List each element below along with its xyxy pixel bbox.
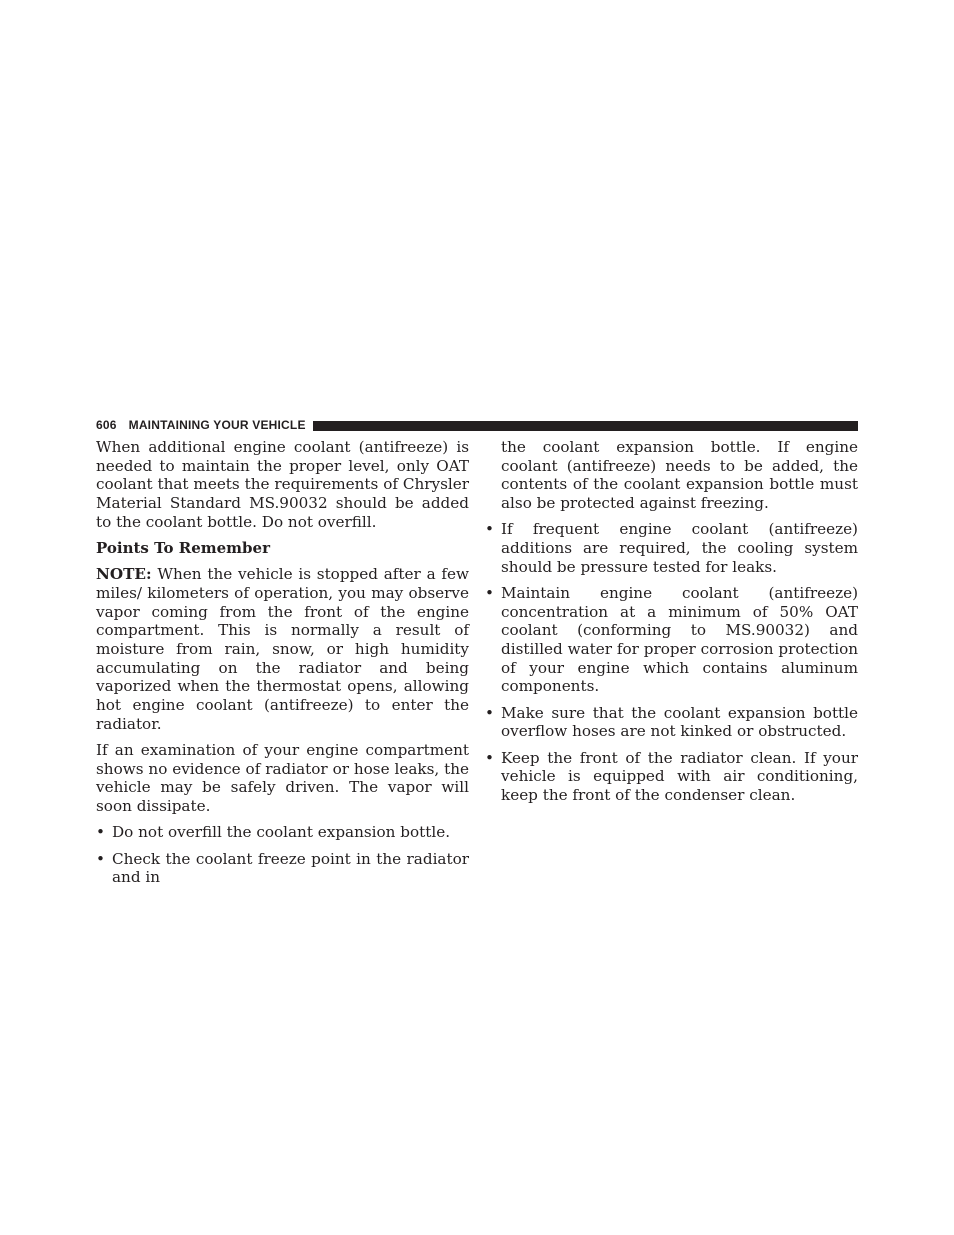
note-text: When the vehicle is stopped after a few miles/ kilometers of operation, you may observe vapor coming from the front of the engine compartment. This is normally a result of moisture from rain, snow, or high humidity accumulating on the radiator and being vaporized when the thermostat opens, allowing hot engine coolant (antifreeze) to enter the radiator. [96,565,470,733]
header-rule [313,421,858,431]
list-item [485,749,858,805]
section-title: MAINTAINING YOUR VEHICLE [128,418,306,432]
list-item-text: Make sure that the coolant expansion bottle overflow hoses are not kinked or obstructed. [501,703,858,741]
bullet-icon: • [485,520,494,539]
list-item-text: Maintain engine coolant (antifreeze) concentration at a minimum of 50% OAT coolant (conforming to MS.90032) and distilled water for proper corrosion protection of your engine which contains aluminum components. [501,583,858,696]
right-bullet-list [485,520,858,804]
bullet-icon: • [96,849,105,868]
left-column [96,438,469,894]
list-item [96,823,469,842]
note-paragraph [96,565,469,733]
bullet-icon: • [485,583,494,602]
page-number: 606 [96,418,117,432]
list-item [96,850,469,887]
bullet-icon: • [96,823,105,842]
list-item-text: Check the coolant freeze point in the radiator and in [112,849,469,887]
list-item [485,584,858,696]
note-label: NOTE: [96,565,152,584]
page-header [96,417,858,433]
points-to-remember-heading: Points To Remember [96,539,270,558]
bullet-icon: • [485,748,494,767]
list-item-text: If frequent engine coolant (antifreeze) additions are required, the cooling system should be pressure tested for leaks. [501,520,858,576]
right-column [485,438,858,812]
examination-paragraph: If an examination of your engine compartment shows no evidence of radiator or hose leaks, the vehicle may be safely driven. The vapor will soon dissipate. [96,741,469,816]
left-bullet-list [96,823,469,887]
list-item [485,704,858,741]
list-item-text: Keep the front of the radiator clean. If your vehicle is equipped with air conditioning, keep the front of the condenser clean. [501,748,858,804]
list-item [485,520,858,576]
coolant-paragraph: When additional engine coolant (antifreeze) is needed to maintain the proper level, only OAT coolant that meets the requirements of Chrysler Material Standard MS.90032 should be added to the coolant bottle. Do not overfill. [96,438,469,531]
list-item-text: Do not overfill the coolant expansion bottle. [112,823,451,842]
bullet-continuation: the coolant expansion bottle. If engine coolant (antifreeze) needs to be added, the contents of the coolant expansion bottle must also be protected against freezing. [501,438,858,513]
bullet-icon: • [485,703,494,722]
